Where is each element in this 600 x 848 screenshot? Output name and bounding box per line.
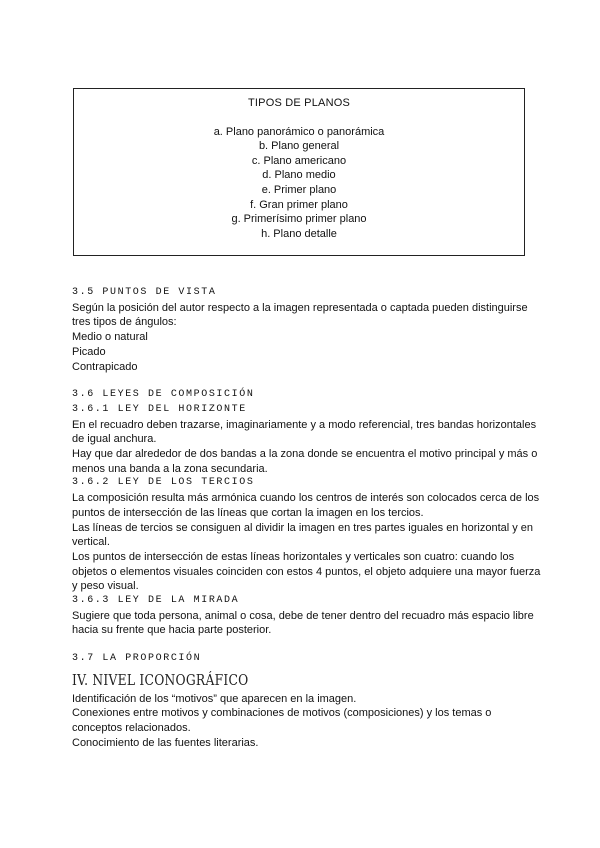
plano-item: f. Gran primer plano bbox=[250, 198, 348, 211]
plano-item: c. Plano americano bbox=[251, 154, 347, 167]
plano-item: g. Primerísimo primer plano bbox=[231, 213, 367, 226]
section-heading-proporcion: 3.7 LA PROPORCIÓN bbox=[72, 653, 202, 665]
angle-item: Picado bbox=[72, 345, 106, 358]
plano-item: h. Plano detalle bbox=[261, 227, 337, 240]
plano-item: e. Primer plano bbox=[261, 183, 337, 196]
document-body bbox=[72, 286, 542, 750]
paragraph: Hay que dar alrededor de dos bandas a la zona donde se encuentra el motivo principal y más o menos una banda a la zona secundaria. bbox=[72, 448, 538, 475]
paragraph: Los puntos de intersección de estas líneas horizontales y verticales son cuatro: cuando los objetos o elementos visuales coinciden con estos 4 puntos, el objeto adquiere una mayor fuerza y peso visual. bbox=[72, 550, 541, 593]
subsection-heading-horizonte: 3.6.1 LEY DEL HORIZONTE bbox=[72, 403, 247, 415]
tipos-de-planos-box bbox=[73, 88, 525, 256]
section-heading-puntos-de-vista: 3.5 PUNTOS DE VISTA bbox=[72, 287, 217, 298]
paragraph: En el recuadro deben trazarse, imaginariamente y a modo referencial, tres bandas horizontales de igual anchura. bbox=[72, 418, 537, 446]
plano-item: a. Plano panorámico o panorámica bbox=[213, 125, 385, 138]
paragraph: Identificación de los “motivos” que aparecen en la imagen. bbox=[72, 692, 357, 705]
paragraph: Según la posición del autor respecto a la imagen representada o captada pueden distinguirse tres tipos de ángulos: bbox=[72, 301, 528, 329]
paragraph: La composición resulta más armónica cuando los centros de interés son colocados cerca de los puntos de intersección de las líneas que cortan la imagen en los tercios. bbox=[72, 492, 540, 519]
plano-item: b. Plano general bbox=[258, 140, 340, 153]
paragraph: Sugiere que toda persona, animal o cosa, debe de tener dentro del recuadro más espacio libre hacia su frente que hacia parte posterior. bbox=[72, 609, 534, 637]
subsection-heading-tercios: 3.6.2 LEY DE LOS TERCIOS bbox=[72, 477, 255, 489]
paragraph: Conexiones entre motivos y combinaciones de motivos (composiciones) y los temas o conceptos relacionados. bbox=[72, 707, 492, 734]
angle-item: Contrapicado bbox=[72, 360, 138, 373]
section-heading-iconografico: IV. NIVEL ICONOGRÁFICO bbox=[72, 670, 249, 689]
subsection-heading-mirada: 3.6.3 LEY DE LA MIRADA bbox=[72, 595, 240, 607]
paragraph: Conocimiento de las fuentes literarias. bbox=[72, 736, 259, 749]
section-heading-leyes: 3.6 LEYES DE COMPOSICIÓN bbox=[72, 389, 255, 401]
angle-item: Medio o natural bbox=[72, 331, 148, 344]
paragraph: Las líneas de tercios se consiguen al dividir la imagen en tres partes iguales en horizontal y en vertical. bbox=[72, 521, 534, 549]
box-title: TIPOS DE PLANOS bbox=[247, 97, 351, 109]
plano-item: d. Plano medio bbox=[262, 169, 336, 182]
